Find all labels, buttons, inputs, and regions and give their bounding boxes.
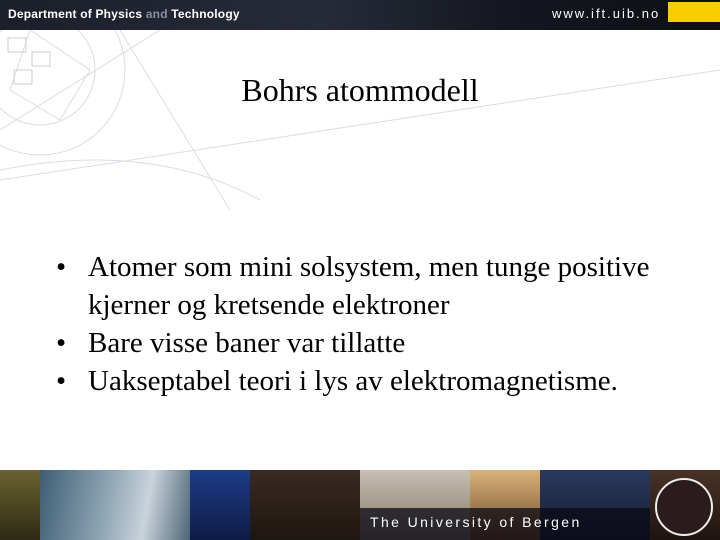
department-name-dim: and xyxy=(145,7,168,21)
footer-image-strip xyxy=(0,470,720,540)
department-name-bright: Department of Physics xyxy=(8,7,143,21)
logo-block xyxy=(668,2,720,22)
background-drawing xyxy=(0,30,720,210)
footer-photo-face xyxy=(40,470,190,540)
university-seal-icon xyxy=(655,478,713,536)
footer-photo-blue xyxy=(190,470,250,540)
bullet-list xyxy=(56,248,656,400)
website-url: www.ift.uib.no xyxy=(552,6,661,21)
bullet-item: • Uakseptabel teori i lys av elektromagnetisme. xyxy=(56,362,656,400)
footer-photo-equations xyxy=(0,470,40,540)
university-name: The University of Bergen xyxy=(370,514,582,530)
header-bar xyxy=(0,0,720,30)
bullet-item: • Atomer som mini solsystem, men tunge positive kjerner og kretsende elektroner xyxy=(56,248,656,324)
footer-photo-building xyxy=(250,470,360,540)
department-name-end: Technology xyxy=(171,7,240,21)
department-name xyxy=(8,7,240,21)
bullet-item: • Bare visse baner var tillatte xyxy=(56,324,656,362)
slide-title: Bohrs atommodell xyxy=(241,72,479,108)
